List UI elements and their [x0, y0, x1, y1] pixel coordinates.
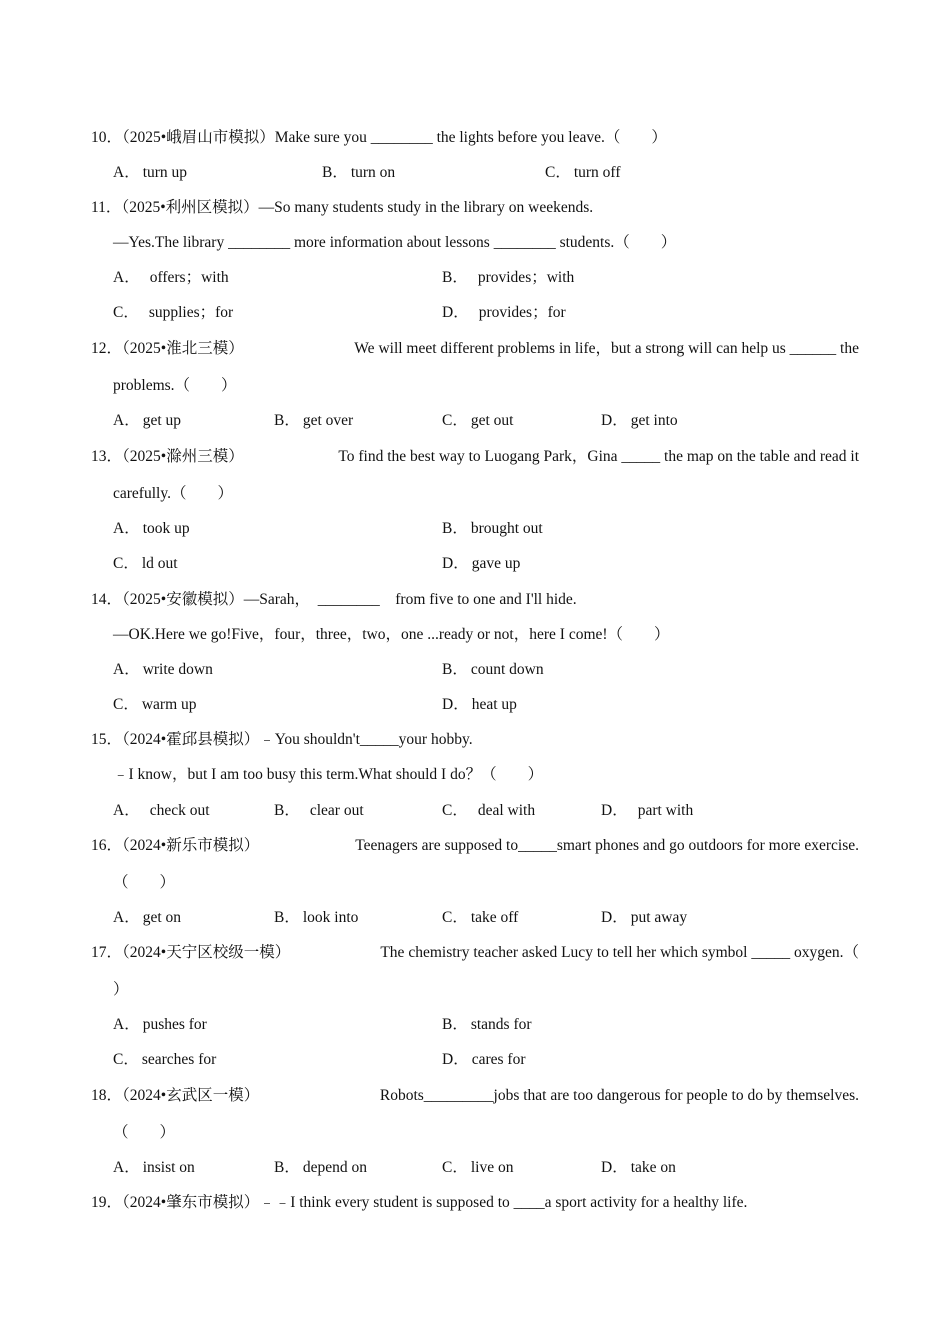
- option-11-a: A． offers；with: [113, 269, 229, 286]
- option-14-c: C． warm up: [113, 696, 197, 713]
- option-10-b: B． turn on: [322, 164, 396, 181]
- option-15-b: B． clear out: [274, 802, 364, 819]
- option-16-b: B． look into: [274, 909, 359, 926]
- question-13: 13．（2025•滁州三模） To find the best way to Luogang Park，Gina _____ the map on the table and read it: [91, 448, 859, 465]
- option-15-c: C． deal with: [442, 802, 536, 819]
- option-11-b: B． provides；with: [442, 269, 575, 286]
- option-11-c: C． supplies；for: [113, 304, 234, 321]
- option-15-a: A． check out: [113, 802, 210, 819]
- question-11-line2: —Yes.The library ________ more information about lessons ________ students.（ ）: [113, 234, 677, 251]
- option-14-a: A． write down: [113, 661, 213, 678]
- option-12-b: B． get over: [274, 412, 354, 429]
- option-12-a: A． get up: [113, 412, 182, 429]
- option-12-c: C． get out: [442, 412, 514, 429]
- question-15: 15．（2024•霍邱县模拟）﹣You shouldn't_____your hobby.: [91, 731, 473, 748]
- question-15-line2: ﹣I know，but I am too busy this term.What should I do？（ ）: [113, 766, 544, 783]
- option-17-c: C． searches for: [113, 1051, 217, 1068]
- option-16-d: D． put away: [601, 909, 688, 926]
- option-18-b: B． depend on: [274, 1159, 367, 1176]
- question-14: 14．（2025•安徽模拟）—Sarah， ________ from five to one and I'll hide.: [91, 591, 577, 608]
- question-12: 12．（2025•淮北三模） We will meet different problems in life，but a strong will can help us ______ the: [91, 340, 859, 357]
- option-18-d: D． take on: [601, 1159, 676, 1176]
- option-13-c: C． ld out: [113, 555, 178, 572]
- option-13-b: B． brought out: [442, 520, 543, 537]
- question-18-line2: （ ）: [113, 1124, 176, 1141]
- option-17-a: A． pushes for: [113, 1016, 207, 1033]
- question-17-line2: ）: [113, 981, 129, 998]
- question-11: 11．（2025•利州区模拟）—So many students study in the library on weekends.: [91, 199, 594, 216]
- option-14-b: B． count down: [442, 661, 544, 678]
- question-13-line2: carefully.（ ）: [113, 485, 233, 502]
- option-10-c: C． turn off: [545, 164, 621, 181]
- option-10-a: A． turn up: [113, 164, 188, 181]
- option-14-d: D． heat up: [442, 696, 517, 713]
- question-16: 16．（2024•新乐市模拟） Teenagers are supposed to_____smart phones and go outdoors for more exercise.: [91, 837, 859, 854]
- question-12-line2: problems.（ ）: [113, 377, 237, 394]
- question-17: 17．（2024•天宁区校级一模） The chemistry teacher asked Lucy to tell her which symbol _____ oxygen.（: [91, 944, 859, 961]
- question-19: 19．（2024•肇东市模拟）﹣﹣I think every student is supposed to ____a sport activity for a healthy life.: [91, 1194, 748, 1211]
- question-14-line2: —OK.Here we go!Five，four，three，two，one ...ready or not，here I come!（ ）: [113, 626, 670, 643]
- option-11-d: D． provides；for: [442, 304, 566, 321]
- question-16-line2: （ ）: [113, 874, 176, 891]
- option-13-d: D． gave up: [442, 555, 521, 572]
- option-13-a: A． took up: [113, 520, 190, 537]
- question-10: 10．（2025•峨眉山市模拟）Make sure you ________ the lights before you leave.（ ）: [91, 129, 667, 146]
- option-17-b: B． stands for: [442, 1016, 532, 1033]
- option-12-d: D． get into: [601, 412, 678, 429]
- question-18: 18．（2024•玄武区一模） Robots_________jobs that are too dangerous for people to do by themselves.: [91, 1087, 859, 1104]
- option-15-d: D． part with: [601, 802, 694, 819]
- option-17-d: D． cares for: [442, 1051, 526, 1068]
- option-18-a: A． insist on: [113, 1159, 195, 1176]
- option-16-c: C． take off: [442, 909, 519, 926]
- option-18-c: C． live on: [442, 1159, 514, 1176]
- option-16-a: A． get on: [113, 909, 182, 926]
